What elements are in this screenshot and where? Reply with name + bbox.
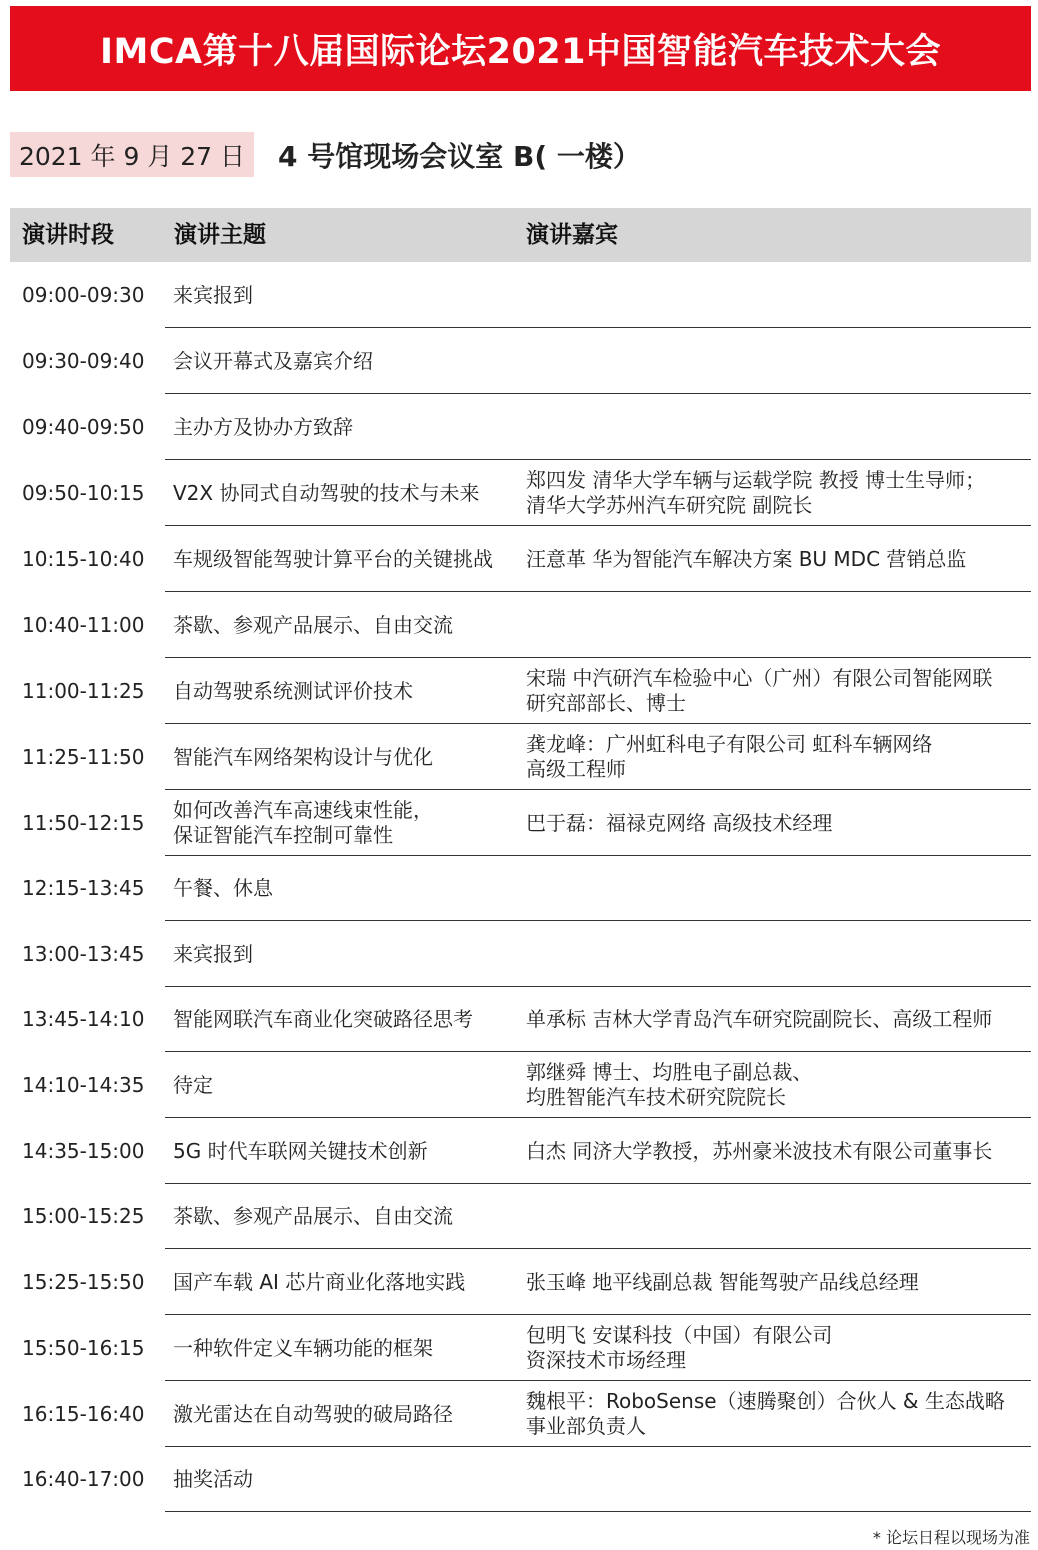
- table-row: [0, 328, 1038, 394]
- row-topic: 自动驾驶系统测试评价技术: [173, 678, 413, 703]
- row-time: 16:15-16:40: [22, 1401, 145, 1426]
- row-speaker: 魏根平：RoboSense（速腾聚创）合伙人 & 生态战略 事业部负责人: [526, 1389, 1005, 1438]
- row-topic: 来宾报到: [173, 941, 253, 966]
- row-speaker: 包明飞 安谋科技（中国）有限公司 资深技术市场经理: [526, 1323, 833, 1372]
- row-topic: 午餐、休息: [173, 876, 273, 900]
- row-speaker: [526, 1184, 1031, 1249]
- row-speaker: 白杰 同济大学教授，苏州豪米波技术有限公司董事长: [526, 1138, 993, 1163]
- row-speaker: [526, 921, 1031, 987]
- table-row: [0, 394, 1038, 460]
- row-time: 09:30-09:40: [22, 348, 145, 373]
- row-speaker: [526, 328, 1031, 394]
- row-topic: 车规级智能驾驶计算平台的关键挑战: [173, 546, 493, 571]
- row-time: 15:50-16:15: [22, 1335, 145, 1360]
- row-topic: 5G 时代车联网关键技术创新: [173, 1138, 428, 1163]
- table-row: [0, 921, 1038, 987]
- row-time: 13:00-13:45: [22, 941, 145, 966]
- row-topic: 茶歇、参观产品展示、自由交流: [173, 1204, 453, 1228]
- row-time: 16:40-17:00: [22, 1467, 145, 1491]
- row-speaker: [526, 263, 1031, 328]
- row-speaker: 龚龙峰：广州虹科电子有限公司 虹科车辆网络 高级工程师: [526, 732, 933, 781]
- table-row: [0, 1052, 1038, 1118]
- table-row: [0, 1381, 1038, 1447]
- table-row: [0, 856, 1038, 921]
- row-time: 09:50-10:15: [22, 480, 145, 505]
- table-row: [0, 790, 1038, 856]
- session-date-text: 2021 年 9 月 27 日: [18, 141, 246, 171]
- row-speaker: [526, 1447, 1031, 1512]
- row-time: 09:40-09:50: [22, 414, 145, 439]
- row-speaker: 郭继舜 博士、均胜电子副总裁、 均胜智能汽车技术研究院院长: [526, 1060, 813, 1109]
- row-speaker: 宋瑞 中汽研汽车检验中心（广州）有限公司智能网联 研究部部长、博士: [526, 666, 993, 715]
- table-row: [0, 1447, 1038, 1512]
- row-topic: 智能汽车网络架构设计与优化: [173, 744, 433, 769]
- row-time: 11:50-12:15: [22, 810, 145, 835]
- row-topic: 主办方及协办方致辞: [173, 414, 353, 439]
- row-speaker: 张玉峰 地平线副总裁 智能驾驶产品线总经理: [526, 1269, 919, 1294]
- row-divider: [165, 1511, 1031, 1512]
- row-topic: 会议开幕式及嘉宾介绍: [173, 348, 373, 373]
- row-topic: V2X 协同式自动驾驶的技术与未来: [173, 480, 480, 505]
- row-speaker: 巴于磊：福禄克网络 高级技术经理: [526, 810, 833, 835]
- row-time: 14:10-14:35: [22, 1072, 145, 1097]
- table-row: [0, 1118, 1038, 1184]
- row-time: 15:00-15:25: [22, 1204, 145, 1228]
- row-topic: 茶歇、参观产品展示、自由交流: [173, 612, 453, 637]
- row-speaker: [526, 394, 1031, 460]
- row-speaker: 郑四发 清华大学车辆与运载学院 教授 博士生导师； 清华大学苏州汽车研究院 副院长: [526, 468, 986, 517]
- row-time: 11:25-11:50: [22, 744, 145, 769]
- row-topic: 来宾报到: [173, 283, 253, 307]
- row-topic: 待定: [173, 1072, 213, 1097]
- table-row: [0, 658, 1038, 724]
- session-venue-text: 4 号馆现场会议室 B( 一楼）: [278, 139, 641, 173]
- row-topic: 如何改善汽车高速线束性能， 保证智能汽车控制可靠性: [173, 798, 433, 847]
- row-topic: 一种软件定义车辆功能的框架: [173, 1335, 433, 1360]
- row-topic: 国产车载 AI 芯片商业化落地实践: [173, 1269, 466, 1294]
- table-row: [0, 460, 1038, 526]
- table-row: [0, 987, 1038, 1052]
- row-time: 10:40-11:00: [22, 612, 145, 637]
- row-topic: 激光雷达在自动驾驶的破局路径: [173, 1401, 453, 1426]
- row-time: 11:00-11:25: [22, 678, 145, 703]
- table-row: [0, 1184, 1038, 1249]
- footnote: * 论坛日程以现场为准: [872, 1528, 1030, 1547]
- row-topic: 抽奖活动: [173, 1467, 253, 1491]
- header-topic: 演讲主题: [174, 222, 266, 248]
- table-row: [0, 592, 1038, 658]
- row-time: 15:25-15:50: [22, 1269, 145, 1294]
- row-speaker: 单承标 吉林大学青岛汽车研究院副院长、高级工程师: [526, 1007, 993, 1031]
- row-time: 10:15-10:40: [22, 546, 145, 571]
- table-row: [0, 1249, 1038, 1315]
- table-row: [0, 1315, 1038, 1381]
- row-speaker: [526, 592, 1031, 658]
- header-speaker: 演讲嘉宾: [526, 222, 618, 248]
- row-speaker: [526, 856, 1031, 921]
- row-topic: 智能网联汽车商业化突破路径思考: [173, 1007, 473, 1031]
- header-time: 演讲时段: [22, 222, 114, 248]
- row-time: 14:35-15:00: [22, 1138, 145, 1163]
- table-row: [0, 263, 1038, 328]
- table-row: [0, 724, 1038, 790]
- row-time: 13:45-14:10: [22, 1007, 145, 1031]
- row-speaker: 汪意革 华为智能汽车解决方案 BU MDC 营销总监: [526, 546, 967, 571]
- table-row: [0, 526, 1038, 592]
- row-time: 09:00-09:30: [22, 283, 145, 307]
- conference-title: IMCA第十八届国际论坛2021中国智能汽车技术大会: [99, 31, 942, 72]
- row-time: 12:15-13:45: [22, 876, 145, 900]
